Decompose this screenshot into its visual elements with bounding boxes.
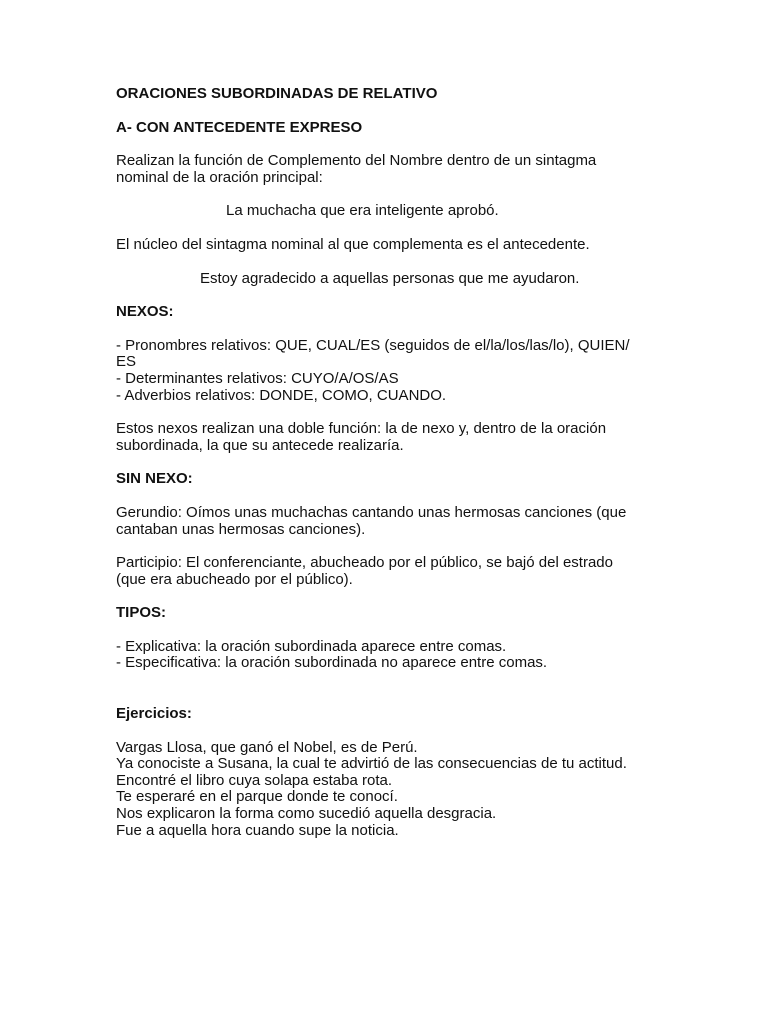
tipos-item-2: - Especificativa: la oración subordinada no aparece entre comas. <box>116 654 548 672</box>
nexos-note-line-2: subordinada, la que su antecede realizaría. <box>116 436 404 454</box>
ejercicios-heading: Ejercicios: <box>116 705 192 723</box>
spacer <box>116 404 646 421</box>
intro-line-1: Realizan la función de Complemento del Nombre dentro de un sintagma <box>116 152 597 170</box>
tipos-heading: TIPOS: <box>116 604 167 622</box>
spacer <box>116 103 646 120</box>
participio-line-1: Participio: El conferenciante, abucheado por el público, se bajó del estrado <box>116 554 613 572</box>
nexos-heading: NEXOS: <box>116 303 174 321</box>
participio-line-2: (que era abucheado por el público). <box>116 570 353 588</box>
tipos-item-1: - Explicativa: la oración subordinada aparece entre comas. <box>116 637 507 655</box>
spacer <box>116 488 646 505</box>
gerundio-line-1: Gerundio: Oímos unas muchachas cantando unas hermosas canciones (que <box>116 503 627 521</box>
nexos-item-1-line-1: - Pronombres relativos: QUE, CUAL/ES (seguidos de el/la/los/las/lo), QUIEN/ <box>116 336 630 354</box>
spacer <box>116 287 646 304</box>
spacer <box>116 254 646 271</box>
nexos-item-3: - Adverbios relativos: DONDE, COMO, CUANDO. <box>116 386 447 404</box>
spacer <box>116 321 646 338</box>
spacer <box>116 186 646 203</box>
spacer <box>116 220 646 237</box>
exercise-item: Nos explicaron la forma como sucedió aquella desgracia. <box>116 805 497 823</box>
nexos-item-1-line-2: ES <box>116 353 137 371</box>
spacer <box>116 672 646 706</box>
gerundio-line-2: cantaban unas hermosas canciones). <box>116 520 366 538</box>
exercise-item: Te esperaré en el parque donde te conocí. <box>116 788 398 806</box>
exercise-item: Fue a aquella hora cuando supe la noticia. <box>116 821 399 839</box>
nexos-item-2: - Determinantes relativos: CUYO/A/OS/AS <box>116 369 399 387</box>
sin-nexo-heading: SIN NEXO: <box>116 470 193 488</box>
exercise-item: Vargas Llosa, que ganó el Nobel, es de Perú. <box>116 738 418 756</box>
spacer <box>116 136 646 153</box>
spacer <box>116 622 646 639</box>
example-sentence-1: La muchacha que era inteligente aprobó. <box>226 202 499 220</box>
spacer <box>116 538 646 555</box>
document-title: ORACIONES SUBORDINADAS DE RELATIVO <box>116 85 438 102</box>
spacer <box>116 588 646 605</box>
document-page <box>116 86 646 839</box>
example-sentence-2: Estoy agradecido a aquellas personas que me ayudaron. <box>200 269 580 287</box>
spacer <box>116 454 646 471</box>
section-a-heading: A- CON ANTECEDENTE EXPRESO <box>116 118 363 136</box>
exercise-item: Ya conociste a Susana, la cual te advirtió de las consecuencias de tu actitud. <box>116 755 627 773</box>
spacer <box>116 723 646 740</box>
intro-line-2: nominal de la oración principal: <box>116 168 323 186</box>
nucleus-text: El núcleo del sintagma nominal al que complementa es el antecedente. <box>116 235 590 253</box>
nexos-note-line-1: Estos nexos realizan una doble función: la de nexo y, dentro de la oración <box>116 420 607 438</box>
exercise-item: Encontré el libro cuya solapa estaba rota. <box>116 771 392 789</box>
